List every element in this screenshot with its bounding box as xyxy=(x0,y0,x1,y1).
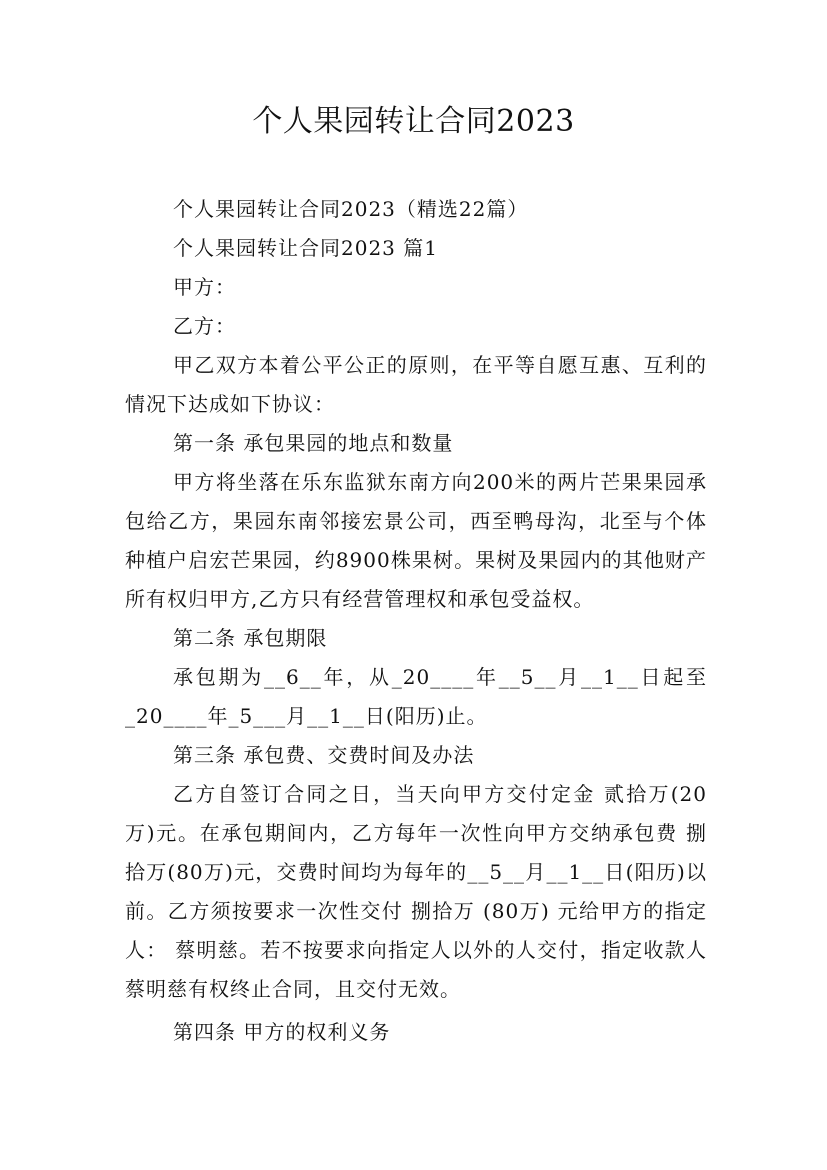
paragraph-party-b: 乙方： xyxy=(173,314,236,338)
article-1-heading: 第一条 承包果园的地点和数量 xyxy=(173,431,454,455)
paragraph-section-heading: 个人果园转让合同2023 篇1 xyxy=(173,236,438,260)
article-2-heading: 第二条 承包期限 xyxy=(173,626,328,650)
document-title: 个人果园转让合同2023 xyxy=(252,104,575,139)
article-1-text: 甲方将坐落在乐东监狱东南方向200米的两片芒果果园承包给乙方，果园东南邻接宏景公司，西至鸭母沟，北至与个体种植户启宏芒果园，约8900株果树。果树及果园内的其他财产所有权归甲方,乙方只有经营管理权和承包受益权。 xyxy=(125,470,707,611)
article-4-heading: 第四条 甲方的权利义务 xyxy=(173,1020,391,1044)
article-3-heading: 第三条 承包费、交费时间及办法 xyxy=(173,743,475,767)
paragraph-preamble: 甲乙双方本着公平公正的原则，在平等自愿互惠、互利的情况下达成如下协议： xyxy=(125,353,707,416)
article-2-text: 承包期为__6__年，从_20____年__5__月__1__日起至_20____年_5___月__1__日(阳历)止。 xyxy=(125,665,707,728)
article-3-text: 乙方自签订合同之日，当天向甲方交付定金 贰拾万(20万)元。在承包期间内，乙方每年一次性向甲方交纳承包费 捌拾万(80万)元，交费时间均为每年的__5__月__1__日(阳历)以前。乙方须按要求一次性交付 捌拾万 (80万) 元给甲方的指定人： 蔡明慈。若不按要求向指定人以外的人交付，指定收款人蔡明慈有权终止合同，且交付无效。 xyxy=(125,782,707,1001)
document-body xyxy=(125,190,707,1052)
paragraph-subtitle: 个人果园转让合同2023（精选22篇） xyxy=(173,197,529,221)
paragraph-party-a: 甲方： xyxy=(173,275,236,299)
